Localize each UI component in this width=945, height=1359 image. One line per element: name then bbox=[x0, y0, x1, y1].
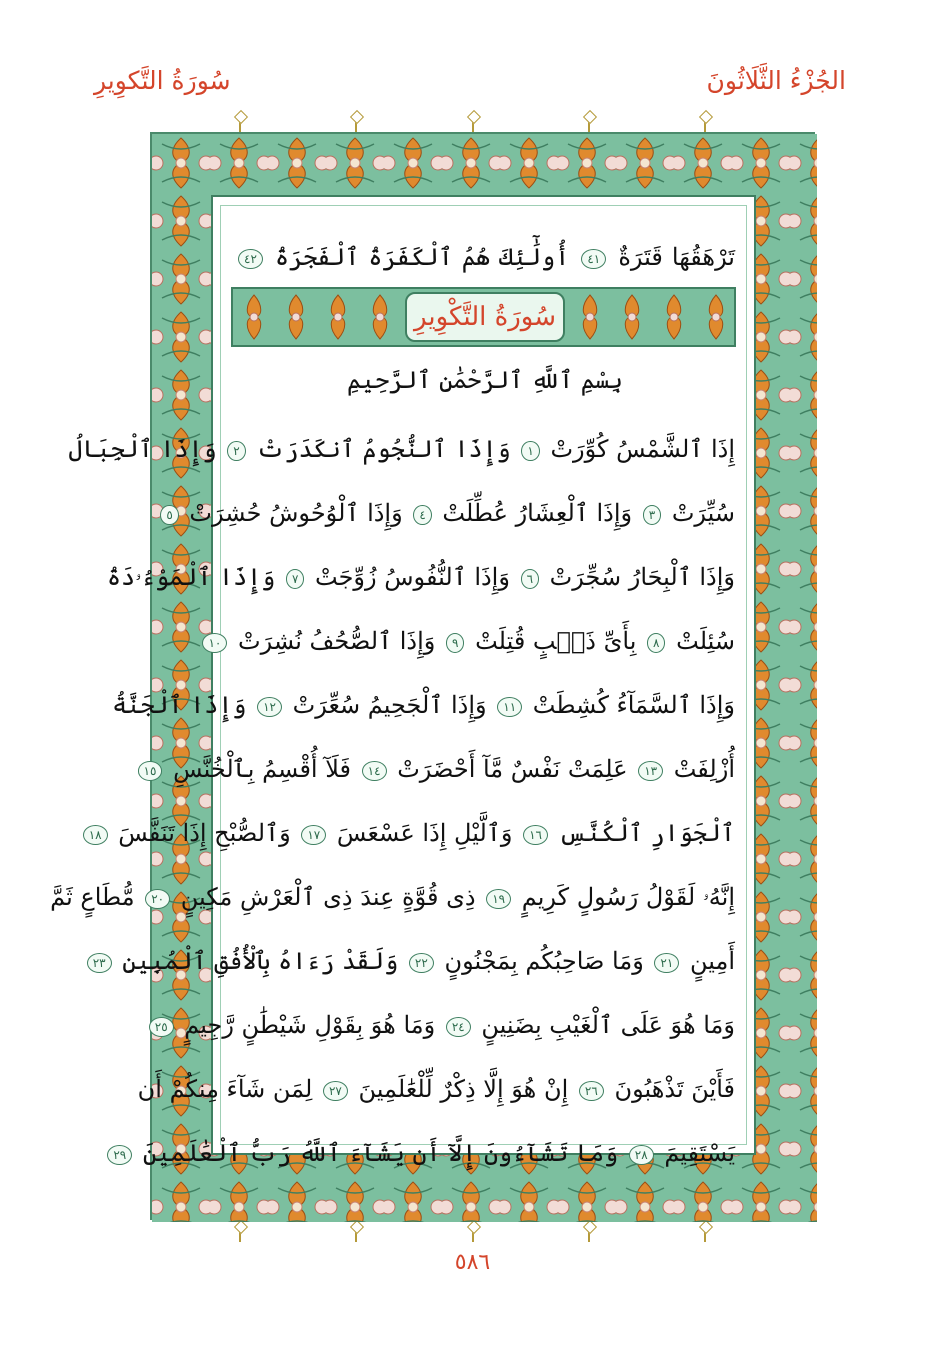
ayah-marker: ١١ bbox=[497, 697, 522, 717]
verse-text: وَلَقَدْ رَءَاهُ بِٱلْأُفُقِ ٱلْمُبِينِ bbox=[122, 947, 399, 975]
ayah-marker: ٥ bbox=[160, 505, 178, 525]
text-line bbox=[88, 809, 735, 857]
verse-text: إِنْ هُوَ إِلَّا ذِكْرٌ لِّلْعَٰلَمِينَ bbox=[358, 1075, 569, 1103]
ayah-marker: ١٢ bbox=[257, 697, 282, 717]
verse-text: وَإِذَا ٱلْبِحَارُ سُجِّرَتْ bbox=[549, 563, 735, 591]
ayah-marker: ١٧ bbox=[301, 825, 326, 845]
verse-text: وَمَا تَشَآءُونَ إِلَّآ أَن يَشَآءَ ٱللَّهُ رَبُّ ٱلْعَٰلَمِينَ bbox=[142, 1139, 619, 1167]
verse-text: مُّطَاعٍ ثَمَّ bbox=[50, 883, 135, 911]
verse-text: وَمَا هُوَ عَلَى ٱلْغَيْبِ بِضَنِينٍ bbox=[481, 1011, 735, 1039]
ayah-marker: ٢١ bbox=[654, 953, 679, 973]
text-line bbox=[235, 233, 735, 281]
ayah-marker: ٣ bbox=[643, 505, 661, 525]
page-number: ٥٨٦ bbox=[454, 1250, 491, 1275]
text-line bbox=[112, 681, 735, 729]
ayah-marker: ٢٧ bbox=[323, 1081, 348, 1101]
ayah-marker: ٢٩ bbox=[107, 1145, 132, 1165]
ayah-marker: ٢ bbox=[227, 441, 245, 461]
ayah-marker: ١٣ bbox=[638, 761, 663, 781]
text-line bbox=[208, 617, 735, 665]
text-line bbox=[154, 1001, 735, 1049]
verse-text: وَإِذَا ٱلْجَنَّةُ bbox=[112, 691, 247, 719]
ayah-marker: ٩ bbox=[446, 633, 464, 653]
ayah-marker: ٢٤ bbox=[446, 1017, 471, 1037]
verse-text: أُزْلِفَتْ bbox=[673, 755, 735, 783]
verse-text: ذِى قُوَّةٍ عِندَ ذِى ٱلْعَرْشِ مَكِينٍ bbox=[180, 883, 476, 911]
verse-text: وَإِذَا ٱلسَّمَآءُ كُشِطَتْ bbox=[532, 691, 735, 719]
verse-text: سُئِلَتْ bbox=[676, 627, 735, 655]
surah-title-cartouche bbox=[405, 292, 565, 342]
text-line bbox=[166, 489, 735, 537]
text-line bbox=[143, 745, 735, 793]
ayah-marker: ٢٢ bbox=[409, 953, 434, 973]
verse-text: وَمَا صَاحِبُكُم بِمَجْنُونٍ bbox=[444, 947, 644, 975]
ayah-marker: ١٨ bbox=[83, 825, 108, 845]
verse-text: إِذَا ٱلشَّمْسُ كُوِّرَتْ bbox=[550, 435, 735, 463]
verse-text: وَإِذَا ٱلْوُحُوشُ حُشِرَتْ bbox=[189, 499, 403, 527]
verse-text: سُيِّرَتْ bbox=[671, 499, 735, 527]
verse-text: وَمَا هُوَ بِقَوْلِ شَيْطَٰنٍ رَّجِيمٍ bbox=[184, 1011, 436, 1039]
ayah-marker: ١ bbox=[521, 441, 539, 461]
ayah-marker: ٤٢ bbox=[238, 249, 263, 269]
verse-text: وَٱلَّيْلِ إِذَا عَسْعَسَ bbox=[336, 819, 513, 847]
verse-text: ٱلْجَوَارِ ٱلْكُنَّسِ bbox=[558, 819, 735, 847]
ayah-marker: ٢٦ bbox=[579, 1081, 604, 1101]
ayah-marker: ٢٨ bbox=[629, 1145, 654, 1165]
surah-name-header: سُورَةُ التَّكوِيرِ bbox=[94, 66, 231, 95]
text-line bbox=[68, 425, 735, 473]
verse-text: وَإِذَا ٱلْعِشَارُ عُطِّلَتْ bbox=[442, 499, 633, 527]
ayah-marker: ٢٣ bbox=[87, 953, 112, 973]
text-line bbox=[92, 937, 735, 985]
text-line bbox=[137, 1065, 735, 1113]
verse-text: وَإِذَا ٱلنُّفُوسُ زُوِّجَتْ bbox=[315, 563, 510, 591]
ayah-marker: ٤ bbox=[413, 505, 431, 525]
ayah-marker: ٢٥ bbox=[149, 1017, 174, 1037]
verse-text: وَإِذَا ٱلصُّحُفُ نُشِرَتْ bbox=[238, 627, 436, 655]
verse-text: بِأَىِّ ذَنۢبٍ قُتِلَتْ bbox=[475, 627, 637, 655]
verse-text: وَإِذَا ٱلنُّجُومُ ٱنكَدَرَتْ bbox=[256, 435, 511, 463]
text-line bbox=[106, 553, 735, 601]
verse-text: لِمَن شَآءَ مِنكُمْ أَن bbox=[137, 1075, 313, 1103]
verse-text: إِنَّهُۥ لَقَوْلُ رَسُولٍ كَرِيمٍ bbox=[521, 883, 735, 911]
ayah-marker: ١٠ bbox=[202, 633, 227, 653]
ayah-marker: ٧ bbox=[286, 569, 304, 589]
ayah-marker: ٦ bbox=[521, 569, 539, 589]
basmala: بِسْمِ ٱللَّهِ ٱلرَّحْمَٰنِ ٱلرَّحِيمِ bbox=[346, 366, 623, 394]
verse-text: فَأَيْنَ تَذْهَبُونَ bbox=[614, 1075, 735, 1103]
ayah-marker: ١٩ bbox=[486, 889, 511, 909]
verse-text: تَرْهَقُهَا قَتَرَةٌ bbox=[618, 243, 735, 271]
verse-text: أُولَٰٓئِكَ هُمُ ٱلْكَفَرَةُ ٱلْفَجَرَةُ bbox=[274, 243, 570, 271]
verse-text: وَإِذَا ٱلْجَحِيمُ سُعِّرَتْ bbox=[292, 691, 487, 719]
ayah-marker: ١٦ bbox=[523, 825, 548, 845]
verse-text: وَإِذَا ٱلْمَوْءُۥدَةُ bbox=[106, 563, 276, 591]
text-line bbox=[113, 1129, 735, 1177]
verse-text: وَٱلصُّبْحِ إِذَا تَنَفَّسَ bbox=[118, 819, 291, 847]
ayah-marker: ٨ bbox=[647, 633, 665, 653]
ayah-marker: ١٤ bbox=[362, 761, 387, 781]
juz-name-header: الجُزْءُ الثَّلَاثُونَ bbox=[706, 66, 846, 95]
ayah-marker: ٤١ bbox=[581, 249, 606, 269]
verse-text: فَلَآ أُقْسِمُ بِٱلْخُنَّسِ bbox=[173, 755, 352, 783]
ayah-marker: ٢٠ bbox=[145, 889, 170, 909]
verse-text: يَسْتَقِيمَ bbox=[664, 1139, 735, 1167]
verse-text: وَإِذَا ٱلْجِبَالُ bbox=[68, 435, 217, 463]
verse-text: أَمِينٍ bbox=[689, 947, 735, 975]
text-line bbox=[50, 873, 735, 921]
ayah-marker: ١٥ bbox=[138, 761, 163, 781]
surah-title: سُورَةُ التَّكْوِيرِ bbox=[413, 302, 557, 332]
verse-text: عَلِمَتْ نَفْسٌ مَّآ أَحْضَرَتْ bbox=[397, 755, 628, 783]
